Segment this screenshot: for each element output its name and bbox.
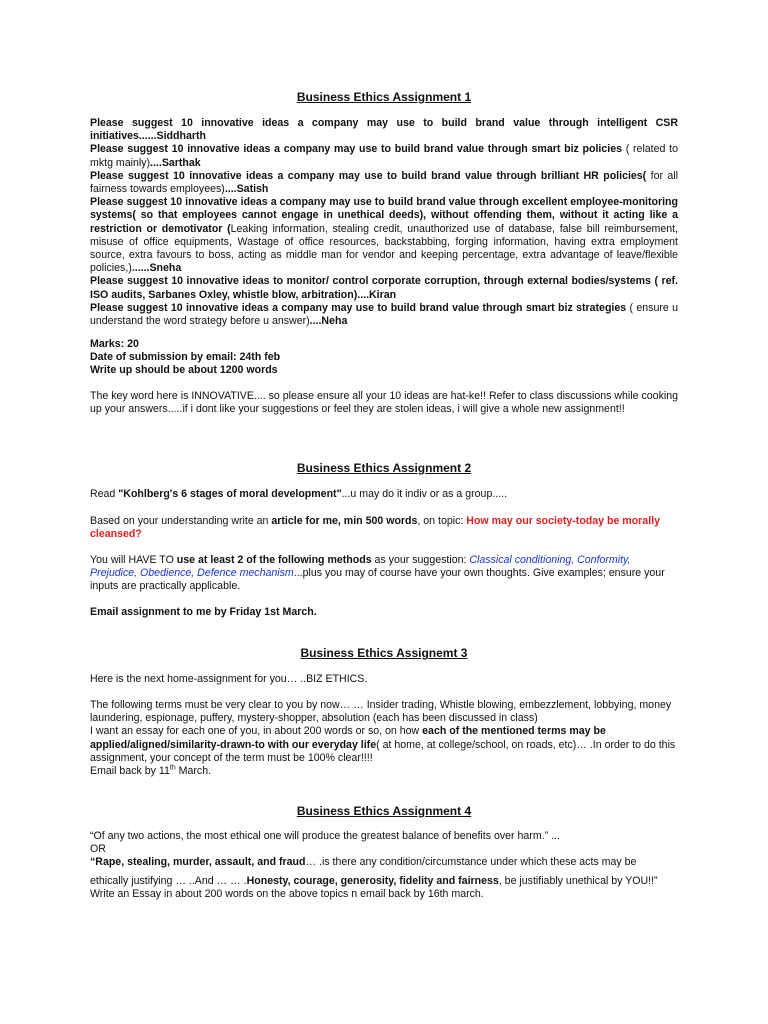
virtues-question: ethically justifying … ..And … … .Honesty, courage, generosity, fidelity and fairness, be justifiably unethical by YOU!!” Write an Essay in about 200 words on the above topics n email back by 16th march. — [90, 874, 658, 900]
suggestion-neha: Please suggest 10 innovative ideas a company may use to build brand value through smart biz strategies ( ensure u understand the word strategy before u answer)....Neha — [90, 301, 678, 328]
email-back-text: Email back by 11th March. — [90, 764, 212, 778]
submission-date-text: Date of submission by email: 24th feb — [90, 351, 281, 364]
assignment-1-title: Business Ethics Assignment 1 — [296, 90, 472, 104]
assignment-2-read: Read "Kohlberg's 6 stages of moral development"...u may do it indiv or as a group..... — [90, 488, 508, 500]
terms-text: The following terms must be very clear to you by now… … Insider trading, Whistle blowing, embezzlement, lobbying, money laundering, espionage, puffery, mystery-shopper, absolution (each has been discussed in class) — [90, 699, 672, 725]
suggestion-satish: Please suggest 10 innovative ideas a company may use to build brand value through brilliant HR policies( for all fairness towards employees)....Satish — [90, 169, 678, 196]
assignment-2-email: Email assignment to me by Friday 1st March. — [90, 606, 317, 618]
assignment-3-intro: Here is the next home-assignment for you… ..BIZ ETHICS. — [90, 673, 368, 685]
assignment-1-requirements — [90, 338, 678, 378]
acts-question: “Rape, stealing, murder, assault, and fraud… .is there any condition/circumstance under which these acts may be — [90, 856, 637, 869]
essay-text: I want an essay for each one of you, in about 200 words or so, on how each of the mentioned terms may be applied/aligned/similarity-drawn-to with our everyday life( at home, at college/school, on roads, etc)… .In order to do this assignment, your concept of the term must be 100% clear!!!! — [90, 725, 676, 764]
or-text: OR — [90, 843, 106, 856]
suggestion-kiran: Please suggest 10 innovative ideas to monitor/ control corporate corruption, through external bodies/systems ( ref. ISO audits, Sarbanes Oxley, whistle blow, arbitration)....Kiran — [90, 275, 678, 301]
suggestion-siddharth: Please suggest 10 innovative ideas a company may use to build brand value through intelligent CSR initiatives......Siddharth — [90, 117, 678, 143]
assignment-2-topic: Based on your understanding write an article for me, min 500 words, on topic: How may our society-today be morally cleansed? — [90, 515, 660, 541]
assignment-1-body — [90, 117, 678, 328]
assignment-4-body — [90, 830, 678, 901]
suggestion-sarthak: Please suggest 10 innovative ideas a company may use to build brand value through smart biz policies ( related to mktg mainly)....Sarthak — [90, 143, 678, 169]
assignment-3-title: Business Ethics Assignemt 3 — [300, 646, 468, 660]
assignment-4-title: Business Ethics Assignment 4 — [296, 804, 472, 818]
assignment-3-body — [90, 699, 678, 778]
methods-list: Classical conditioning, Conformity, Prejudice, Obedience, Defence mechanism — [90, 554, 631, 580]
ethics-quote: “Of any two actions, the most ethical one will produce the greatest balance of benefits over harm.” ... — [90, 830, 560, 842]
assignment-1-note: The key word here is INNOVATIVE.... so please ensure all your 10 ideas are hat-ke!! Refer to class discussions while cooking up your answers.....if i dont like your suggestions or feel they are stolen ideas, i will give a whole new assignment!! — [90, 390, 678, 416]
suggestion-sneha: Please suggest 10 innovative ideas a company may use to build brand value through excellent employee-monitoring systems( so that employees cannot engage in unethical deeds), without offending them, without it acting like a restriction or demotivator (Leaking information, stealing credit, unauthorized use of database, false bill reimbursement, misuse of office equipments, Wastage of office resources, backstabbing, forging information, having extra employment source, extra favours to boss, acting as middle man for vendor and keeping percentage, extra advantage of leave/flexible policies,)......Sneha — [90, 196, 678, 275]
word-count-text: Write up should be about 1200 words — [90, 364, 278, 377]
topic-question: How may our society-today be morally cleansed? — [90, 515, 660, 541]
assignment-2-title: Business Ethics Assignment 2 — [296, 461, 472, 475]
assignment-2-methods: You will HAVE TO use at least 2 of the following methods as your suggestion: Classical conditioning, Conformity, Prejudice, Obedience, Defence mechanism...plus you may of course have your own thoughts. Give examples; ensure your inputs are practically applicable. — [90, 554, 665, 593]
marks-text: Marks: 20 — [90, 338, 139, 350]
